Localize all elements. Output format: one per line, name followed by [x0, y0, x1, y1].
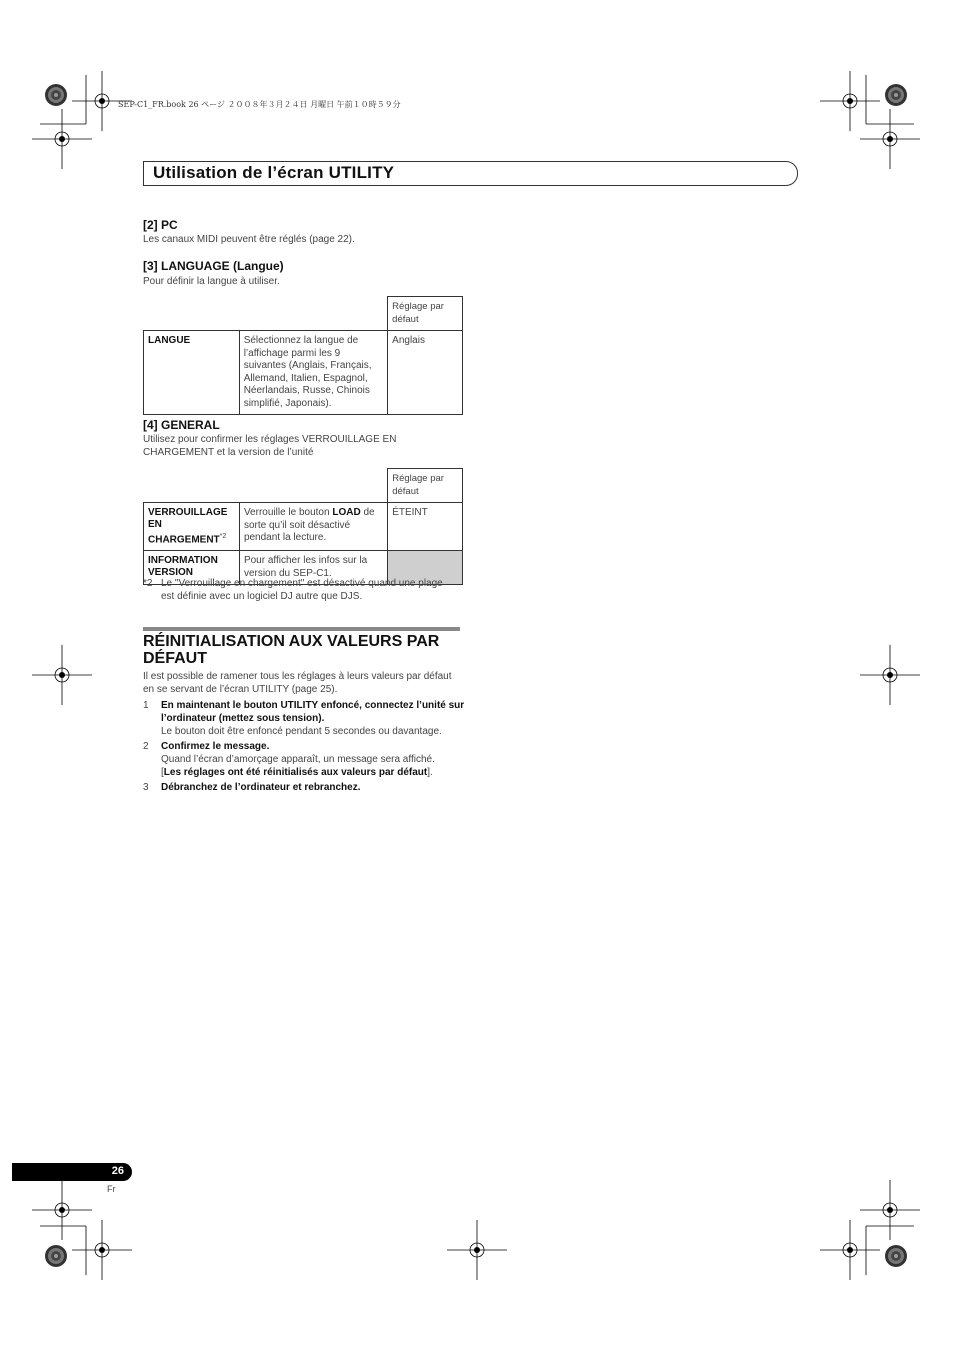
section-general-text: Utilisez pour confirmer les réglages VERROUILLAGE EN CHARGEMENT et la version de l’unité	[143, 434, 397, 458]
footnote-text: Le "Verrouillage en chargement" est désactivé quand une plage est définie avec un logiciel DJ autre que DJS.	[161, 578, 443, 602]
setting-label: LANGUE	[144, 331, 240, 415]
step-number: 1	[143, 700, 149, 711]
chapter-title: Utilisation de l’écran UTILITY	[153, 163, 395, 182]
step-item	[161, 699, 466, 738]
bracket-close: ].	[427, 767, 433, 778]
page-number: 26	[111, 1165, 124, 1177]
setting-label: VERROUILLAGE EN CHARGEMENT	[148, 507, 228, 546]
section-language-text: Pour définir la langue à utiliser.	[143, 276, 280, 287]
setting-description: Pour afficher les infos sur la version du SEP-C1.	[239, 551, 387, 585]
footnote-mark: *2	[143, 578, 153, 589]
bracket-open: [	[161, 767, 164, 778]
step-instruction: Débranchez de l’ordinateur et rebranchez.	[161, 782, 361, 793]
section-language-heading: [3] LANGUAGE (Langue)	[143, 259, 284, 273]
step-number: 2	[143, 741, 149, 752]
section-reset-title	[143, 633, 463, 667]
setting-default: Anglais	[388, 331, 463, 415]
step-instruction: En maintenant le bouton UTILITY enfoncé, connectez l’unité sur l’ordinateur (mettez sous tension).	[161, 700, 465, 724]
page-language: Fr	[107, 1184, 116, 1194]
table-row	[144, 503, 463, 551]
step-number: 3	[143, 782, 149, 793]
print-job-header: SEP-C1_FR.book 26 ページ ２００８年３月２４日 月曜日 午前１０時５９分	[118, 100, 401, 109]
section-rule	[143, 627, 460, 631]
footnote-reference: *2	[219, 533, 227, 540]
step-detail: Quand l’écran d’amorçage apparaît, un message sera affiché.	[161, 754, 435, 765]
step-instruction: Confirmez le message.	[161, 741, 270, 752]
load-button-reference: LOAD	[332, 507, 361, 518]
setting-description: Sélectionnez la langue de l’affichage parmi les 9 suivantes (Anglais, Français, Allemand, Italien, Espagnol, Néerlandais, Russe, Chinois simplifié, Japonais).	[239, 331, 387, 415]
setting-default: ÉTEINT	[388, 503, 463, 551]
section-general-heading: [4] GENERAL	[143, 418, 220, 432]
step-detail: Le bouton doit être enfoncé pendant 5 secondes ou davantage.	[161, 726, 442, 737]
setting-label: INFORMATION VERSION	[144, 551, 240, 585]
default-column-header: Réglage par défaut	[388, 469, 463, 503]
default-column-header: Réglage par défaut	[388, 297, 463, 331]
general-settings-table	[143, 468, 463, 585]
step-item	[161, 781, 466, 794]
section-reset-intro: Il est possible de ramener tous les réglages à leurs valeurs par défaut en se servant de l’écran UTILITY (page 25).	[143, 671, 452, 695]
setting-description-post: de sorte qu’il soit désactivé pendant la lecture.	[243, 507, 375, 543]
section-pc-text: Les canaux MIDI peuvent être réglés (page 22).	[143, 234, 355, 245]
language-settings-table	[143, 296, 463, 415]
section-pc-heading: [2] PC	[143, 218, 178, 232]
setting-description-pre: Verrouille le bouton	[243, 507, 333, 518]
step-item	[161, 740, 466, 779]
reset-message: Les réglages ont été réinitialisés aux valeurs par défaut	[163, 767, 428, 778]
section-reset-title-text: RÉINITIALISATION AUX VALEURS PAR DÉFAUT	[143, 633, 440, 667]
table-row	[144, 331, 463, 415]
